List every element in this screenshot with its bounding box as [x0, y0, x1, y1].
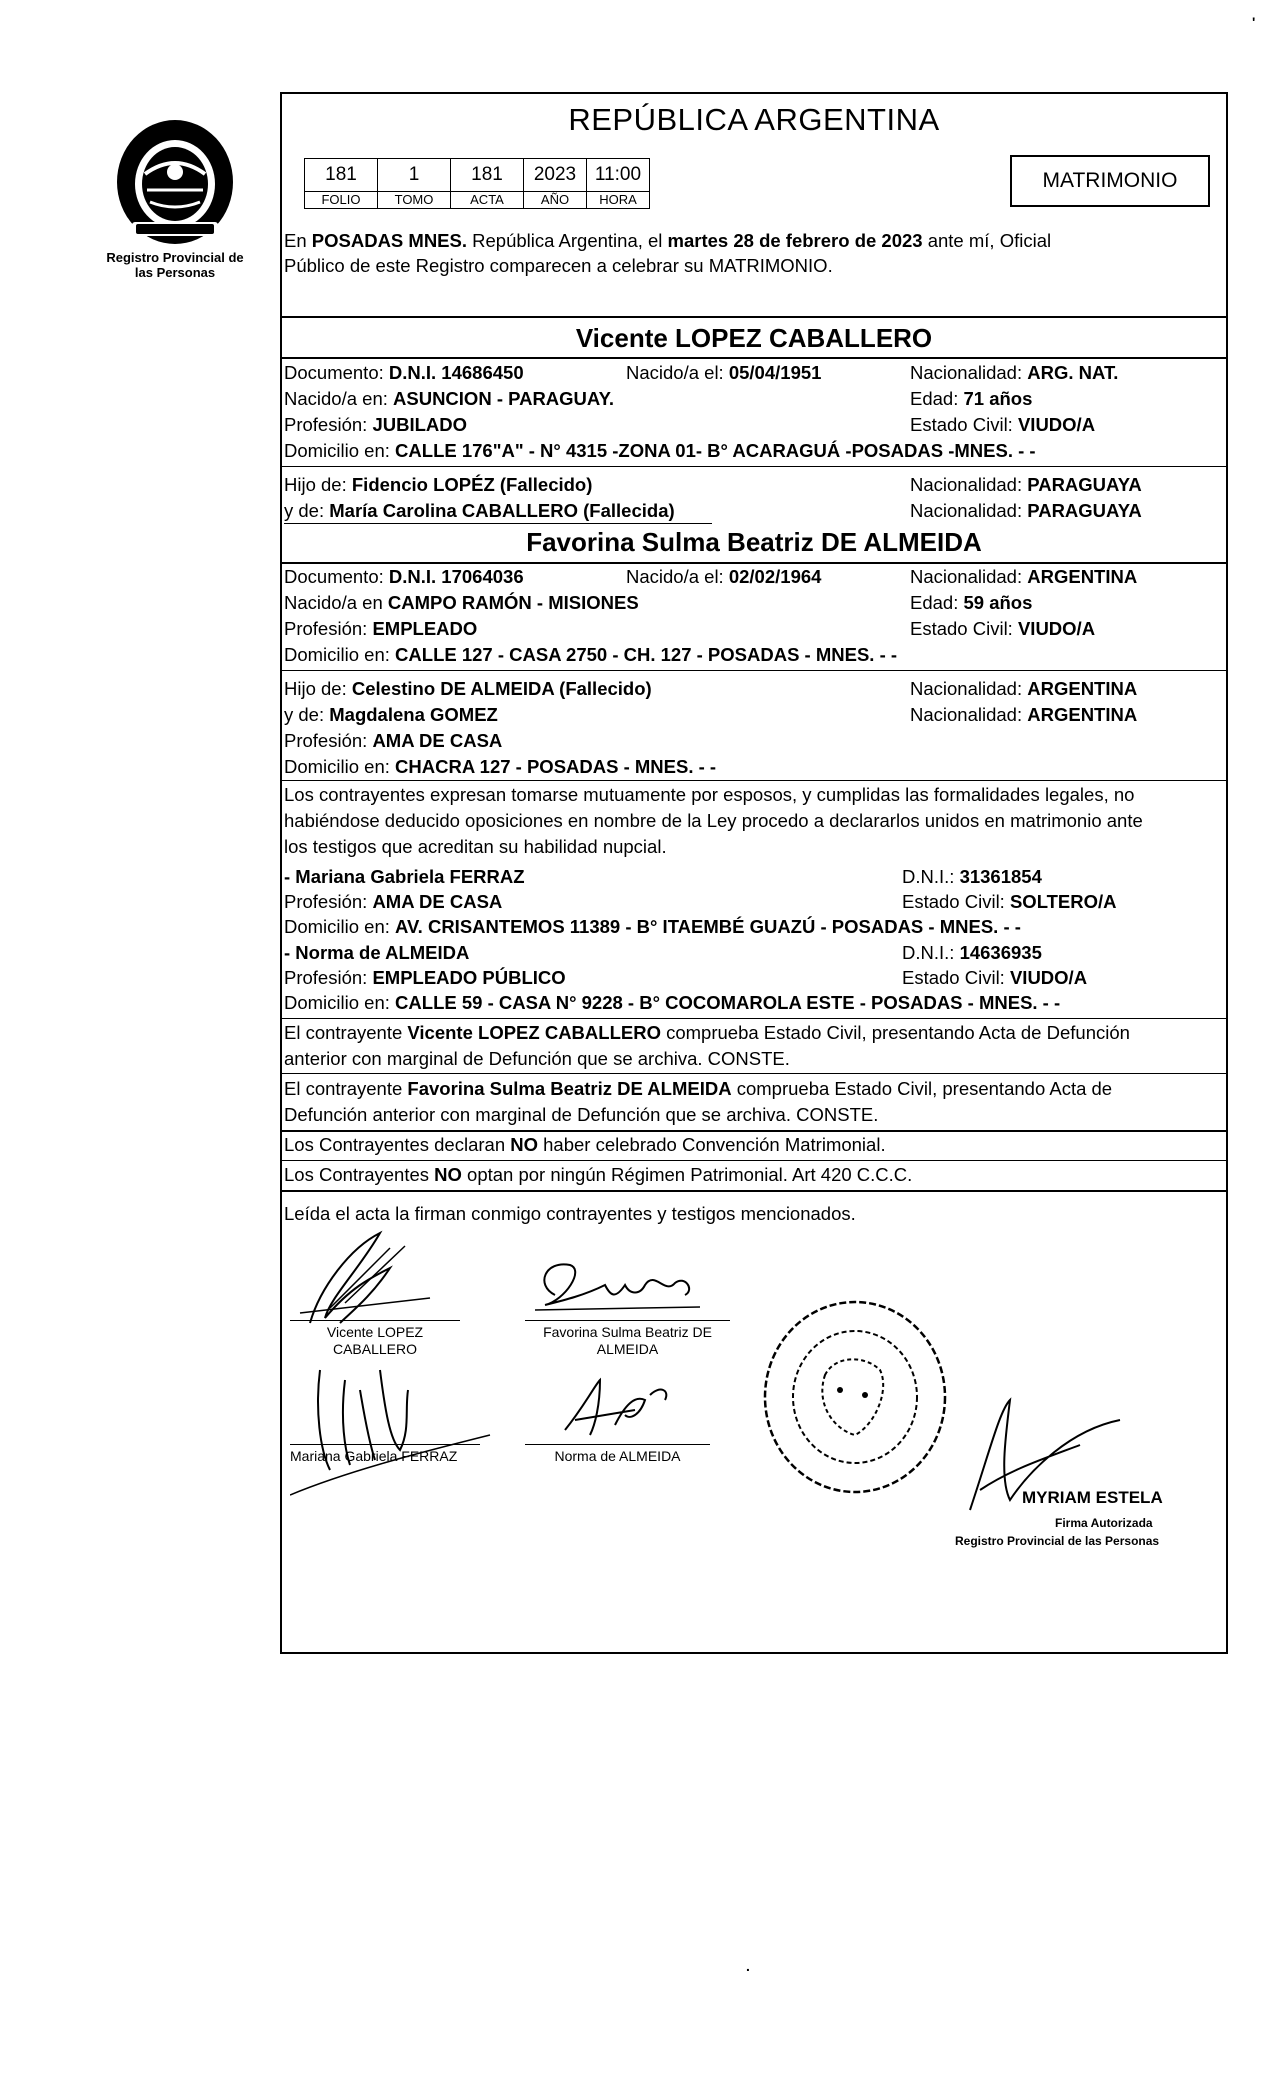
divider	[280, 1130, 1228, 1132]
groom-birthdate: Nacido/a el: 05/04/1951	[626, 362, 822, 383]
divider	[280, 1190, 1228, 1192]
witness-2-profession: Profesión: EMPLEADO PÚBLICO	[284, 967, 566, 988]
bride-signature	[525, 1255, 705, 1325]
groom-document: Documento: D.N.I. 14686450	[284, 362, 524, 383]
bride-mother-profession: Profesión: AMA DE CASA	[284, 730, 503, 751]
act-type-box: MATRIMONIO	[1010, 155, 1210, 207]
witness-1-profession: Profesión: AMA DE CASA	[284, 891, 503, 912]
bride-signature-line	[525, 1320, 730, 1321]
bride-signature-caption: Favorina Sulma Beatriz DE ALMEIDA	[543, 1324, 712, 1357]
intro-line-1: En POSADAS MNES. República Argentina, el martes 28 de febrero de 2023 ante mí, Oficial	[284, 230, 1052, 251]
bride-mother: y de: Magdalena GOMEZ	[284, 704, 498, 725]
year-value: 2023	[524, 159, 587, 192]
bride-mother-nationality: Nacionalidad: ARGENTINA	[910, 704, 1138, 725]
declaration-line-1: Los contrayentes expresan tomarse mutuamente por esposos, y cumplidas las formalidades legales, no	[284, 784, 1135, 805]
bride-civil-status: Estado Civil: VIUDO/A	[910, 618, 1096, 639]
acta-label: ACTA	[451, 192, 524, 209]
bride-age: Edad: 59 años	[910, 592, 1033, 613]
year-label: AÑO	[524, 192, 587, 209]
official-stamp	[755, 1295, 955, 1500]
bride-name: Favorina Sulma Beatriz DE ALMEIDA	[526, 527, 982, 557]
bride-mother-address: Domicilio en: CHACRA 127 - POSADAS - MNES. - -	[284, 756, 717, 777]
tomo-label: TOMO	[378, 192, 451, 209]
bride-profession: Profesión: EMPLEADO	[284, 618, 478, 639]
witness-2-dni: D.N.I.: 14636935	[902, 942, 1042, 963]
groom-birthplace: Nacido/a en: ASUNCION - PARAGUAY.	[284, 388, 615, 409]
groom-mother: y de: María Carolina CABALLERO (Fallecida)	[284, 500, 675, 521]
folio-value: 181	[305, 159, 378, 192]
groom-profession: Profesión: JUBILADO	[284, 414, 467, 435]
acta-value: 181	[451, 159, 524, 192]
witness-1-signature	[290, 1350, 510, 1500]
divider	[280, 780, 1228, 781]
divider	[280, 1018, 1228, 1019]
registry-logo-caption: Registro Provincial de las Personas	[106, 250, 244, 280]
witness-1-name: - Mariana Gabriela FERRAZ	[284, 866, 525, 887]
registry-data-table	[304, 158, 650, 209]
bride-father-nationality: Nacionalidad: ARGENTINA	[910, 678, 1138, 699]
declaration-line-3: los testigos que acreditan su habilidad nupcial.	[284, 836, 667, 857]
groom-signature	[290, 1228, 470, 1338]
witness-1-address: Domicilio en: AV. CRISANTEMOS 11389 - B° ITAEMBÉ GUAZÚ - POSADAS - MNES. - -	[284, 916, 1021, 937]
divider	[280, 357, 1228, 359]
divider	[280, 316, 1228, 318]
intro-line-2: Público de este Registro comparecen a celebrar su MATRIMONIO.	[284, 255, 833, 276]
bride-father: Hijo de: Celestino DE ALMEIDA (Fallecido)	[284, 678, 652, 699]
groom-name: Vicente LOPEZ CABALLERO	[575, 323, 933, 353]
witness-2-signature	[545, 1375, 695, 1445]
officer-role: Firma Autorizada	[1055, 1516, 1153, 1530]
underline	[284, 523, 712, 524]
groom-address: Domicilio en: CALLE 176"A" - N° 4315 -ZONA 01- B° ACARAGUÁ -POSADAS -MNES. - -	[284, 440, 1036, 461]
bride-birthplace: Nacido/a en CAMPO RAMÓN - MISIONES	[284, 592, 639, 613]
witness-1-civil-status: Estado Civil: SOLTERO/A	[902, 891, 1117, 912]
divider	[280, 466, 1228, 467]
closing-statement: Leída el acta la firman conmigo contrayentes y testigos mencionados.	[284, 1203, 856, 1224]
witness-2-name: - Norma de ALMEIDA	[284, 942, 470, 963]
groom-age: Edad: 71 años	[910, 388, 1033, 409]
hour-label: HORA	[587, 192, 650, 209]
witness-2-civil-status: Estado Civil: VIUDO/A	[902, 967, 1088, 988]
bride-civil-proof: El contrayente Favorina Sulma Beatriz DE ALMEIDA comprueba Estado Civil, presentando Acta de	[284, 1078, 1113, 1099]
officer-name: MYRIAM ESTELA	[1022, 1488, 1163, 1507]
witness-1-signature-caption: Mariana Gabriela FERRAZ	[290, 1448, 458, 1464]
bride-document: Documento: D.N.I. 17064036	[284, 566, 524, 587]
page-bottom-mark: .	[746, 1958, 750, 1974]
hour-value: 11:00	[587, 159, 650, 192]
witness-1-dni: D.N.I.: 31361854	[902, 866, 1042, 887]
officer-organization: Registro Provincial de las Personas	[955, 1534, 1160, 1548]
groom-signature-caption: Vicente LOPEZ CABALLERO	[326, 1324, 424, 1357]
declaration-line-2: habiéndose deducido oposiciones en nombre de la Ley procedo a declararlos unidos en matrimonio ante	[284, 810, 1143, 831]
bride-birthdate: Nacido/a el: 02/02/1964	[626, 566, 822, 587]
folio-label: FOLIO	[305, 192, 378, 209]
groom-mother-nationality: Nacionalidad: PARAGUAYA	[910, 500, 1142, 521]
groom-father-nationality: Nacionalidad: PARAGUAYA	[910, 474, 1142, 495]
groom-nationality: Nacionalidad: ARG. NAT.	[910, 362, 1119, 383]
witness-2-address: Domicilio en: CALLE 59 - CASA N° 9228 - B° COCOMAROLA ESTE - POSADAS - MNES. - -	[284, 992, 1061, 1013]
divider	[280, 1160, 1228, 1161]
regime-statement: Los Contrayentes NO optan por ningún Régimen Patrimonial. Art 420 C.C.C.	[284, 1164, 913, 1185]
groom-signature-line	[290, 1320, 460, 1321]
divider	[280, 562, 1228, 564]
page-corner-mark: '	[1252, 14, 1256, 30]
bride-nationality: Nacionalidad: ARGENTINA	[910, 566, 1138, 587]
groom-civil-proof: El contrayente Vicente LOPEZ CABALLERO comprueba Estado Civil, presentando Acta de Defunción	[284, 1022, 1130, 1043]
convention-statement: Los Contrayentes declaran NO haber celebrado Convención Matrimonial.	[284, 1134, 886, 1155]
witness-2-signature-caption: Norma de ALMEIDA	[554, 1448, 681, 1464]
groom-father: Hijo de: Fidencio LOPÉZ (Fallecido)	[284, 474, 593, 495]
groom-civil-status: Estado Civil: VIUDO/A	[910, 414, 1096, 435]
divider	[280, 1073, 1228, 1074]
tomo-value: 1	[378, 159, 451, 192]
bride-civil-proof-line-2: Defunción anterior con marginal de Defunción que se archiva. CONSTE.	[284, 1104, 879, 1125]
bride-address: Domicilio en: CALLE 127 - CASA 2750 - CH. 127 - POSADAS - MNES. - -	[284, 644, 898, 665]
witness-1-signature-line	[290, 1444, 480, 1445]
country-title: REPÚBLICA ARGENTINA	[568, 102, 940, 137]
province-seal-icon	[112, 112, 238, 246]
witness-2-signature-line	[525, 1444, 710, 1445]
groom-civil-proof-line-2: anterior con marginal de Defunción que se archiva. CONSTE.	[284, 1048, 790, 1069]
divider	[280, 670, 1228, 671]
